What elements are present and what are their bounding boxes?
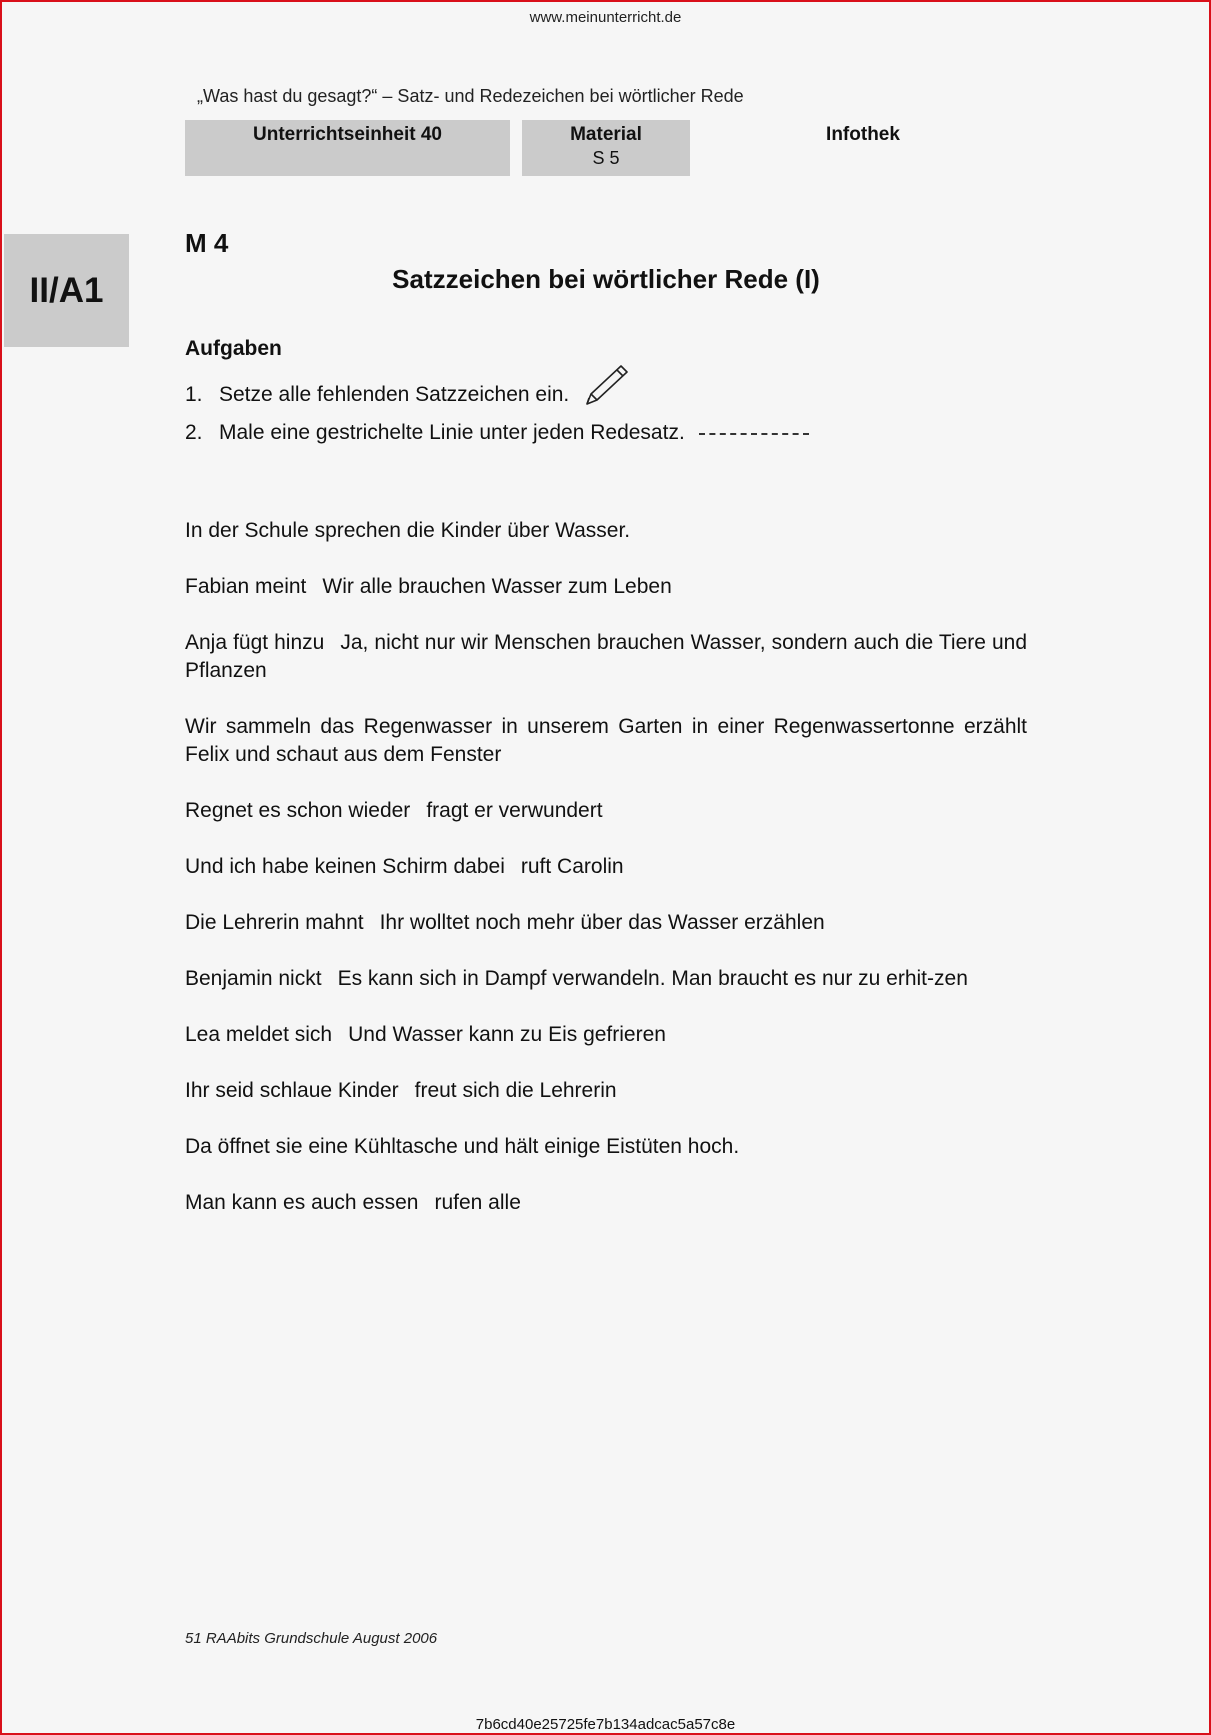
story-line: Regnet es schon wieder fragt er verwundert (185, 799, 603, 822)
task-text: Setze alle fehlenden Satzzeichen ein. (219, 383, 570, 406)
story-line: Anja fügt hinzu Ja, nicht nur wir Menschen brauchen Wasser, sondern auch die Tiere und Pflanzen (185, 631, 1027, 682)
story-text (185, 517, 1027, 1245)
task-number: 2. (185, 421, 203, 444)
tasks-heading: Aufgaben (185, 337, 282, 360)
material-label: Material (570, 124, 642, 145)
story-line: Die Lehrerin mahnt Ihr wolltet noch mehr über das Wasser erzählen (185, 911, 825, 934)
story-line: In der Schule sprechen die Kinder über Wasser. (185, 519, 631, 542)
material-page: S 5 (592, 148, 620, 168)
side-tab: II/A1 (4, 234, 129, 347)
task-item (185, 421, 809, 445)
material-code: M 4 (185, 228, 229, 258)
story-line: Benjamin nickt Es kann sich in Dampf verwandeln. Man braucht es nur zu erhit-zen (185, 967, 968, 990)
pencil-icon (577, 360, 629, 412)
story-line: Man kann es auch essen rufen alle (185, 1191, 521, 1214)
story-line: Lea meldet sich Und Wasser kann zu Eis gefrieren (185, 1023, 666, 1046)
site-url: www.meinunterricht.de (529, 9, 682, 26)
document-hash: 7b6cd40e25725fe7b134adcac5a57c8e (475, 1716, 736, 1733)
story-line: Wir sammeln das Regenwasser in unserem Garten in einer Regenwassertonne erzählt Felix und schaut aus dem Fenster (185, 715, 1027, 766)
material-box (522, 120, 690, 176)
story-line: Und ich habe keinen Schirm dabei ruft Carolin (185, 855, 624, 878)
unit-label: Unterrichtseinheit 40 (253, 124, 442, 145)
story-line: Fabian meint Wir alle brauchen Wasser zum Leben (185, 575, 672, 598)
story-line: Ihr seid schlaue Kinder freut sich die Lehrerin (185, 1079, 617, 1102)
task-number: 1. (185, 383, 203, 406)
infothek-label: Infothek (826, 124, 900, 145)
page-title: Satzzeichen bei wörtlicher Rede (I) (392, 264, 820, 294)
story-line: Da öffnet sie eine Kühltasche und hält einige Eistüten hoch. (185, 1135, 740, 1158)
footer-source: 51 RAAbits Grundschule August 2006 (185, 1630, 438, 1647)
unit-subtitle: „Was hast du gesagt?“ – Satz- und Redezeichen bei wörtlicher Rede (197, 86, 744, 106)
dashed-line-sample (699, 433, 809, 435)
task-item (185, 378, 629, 412)
unit-box (185, 120, 510, 176)
task-text: Male eine gestrichelte Linie unter jeden Redesatz. (219, 421, 685, 444)
